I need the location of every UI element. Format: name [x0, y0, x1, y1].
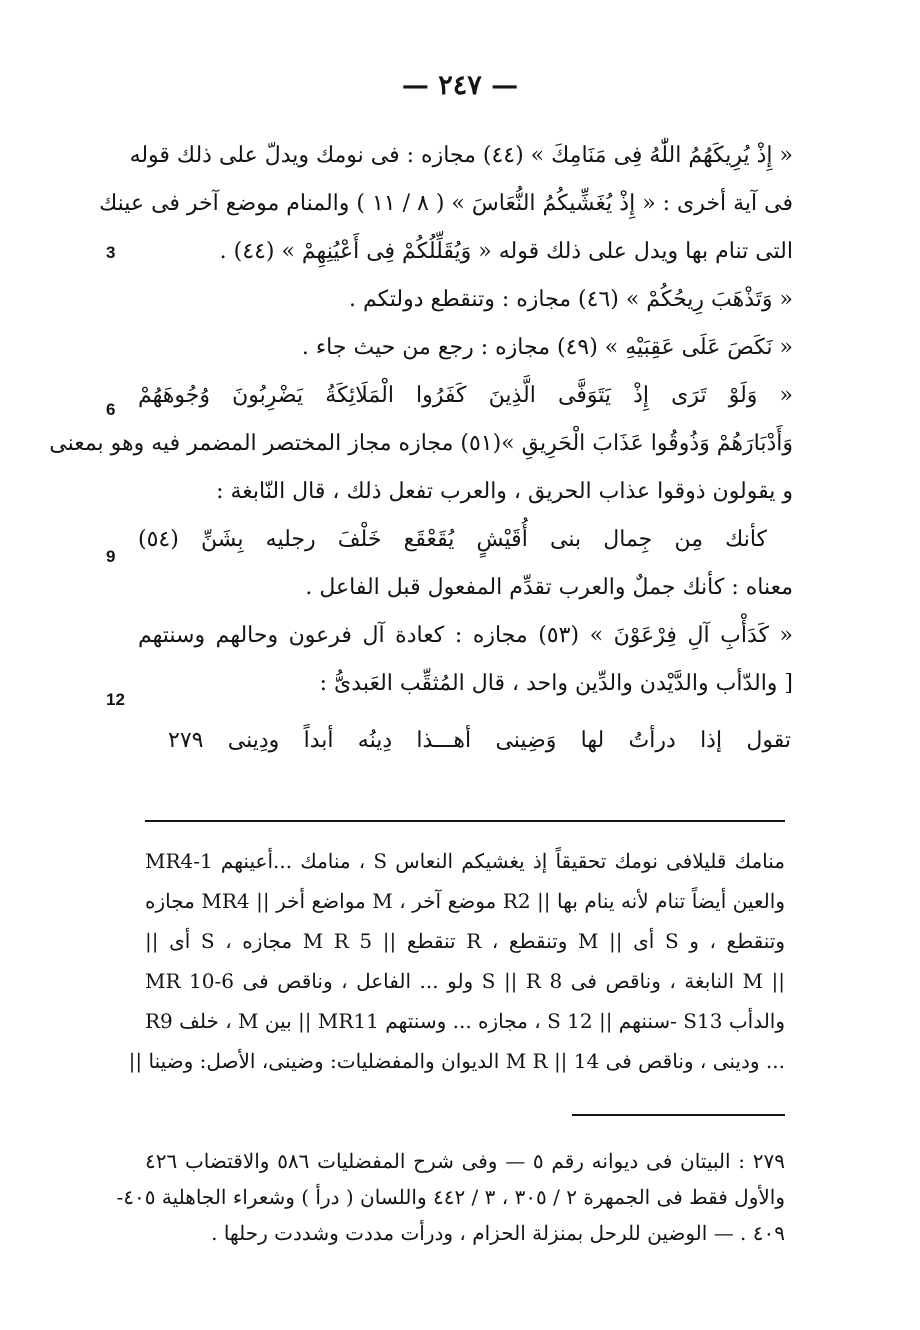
text-line: معناه : كأنك جملٌ والعرب تقدِّم المفعول قبل الفاعل .	[305, 575, 793, 600]
apparatus-line: والعين أيضاً تنام لأنه ينام بها || R2 موضع آخر ، M مواضع أخر || MR4 مجازه	[145, 889, 785, 913]
line-number: 3	[106, 243, 116, 262]
text-line: « إِذْ يُرِيكَهُمُ اللّٰهُ فِى مَنَامِكَ » (٤٤) مجازه : فى نومك ويدلّ على ذلك قوله	[129, 143, 793, 168]
text-line: « نَكَصَ عَلَى عَقِبَيْهِ » (٤٩) مجازه : رجع من حيث جاء .	[301, 335, 793, 360]
text-line: و يقولون ذوقوا عذاب الحريق ، والعرب تفعل ذلك ، قال النّابغة :	[216, 479, 793, 504]
text-line: فى آية أخرى : « إِذْ يُغَشِّيكُمُ النُّعَاسَ » ( ٨ / ١١ ) والمنام موضع آخر فى عينك	[99, 191, 793, 216]
text-line: « كَدَأْبِ آلِ فِرْعَوْنَ » (٥٣) مجازه : كعادة آل فرعون وحالهم وسنتهم	[138, 623, 793, 648]
text-line: « وَلَوْ تَرَى إِذْ يَتَوَفَّى الَّذِينَ كَفَرُوا الْمَلَائِكَةُ يَضْرِبُونَ وُجُوهَهُمْ	[138, 383, 793, 408]
apparatus-line: MR 10-6 ولو ... الفاعل ، وناقص فى S || R 8 النابغة ، وناقص فى M ||	[145, 969, 786, 993]
line-number: 12	[106, 690, 125, 709]
apparatus-divider	[145, 820, 785, 822]
text-line: [ والدّأب والدَّيْدن والدِّين واحد ، قال المُثقِّب العَبدىُّ :	[319, 671, 793, 696]
verse-line: تقول إذا درأتُ لها وَضِينى أهـــذا دِينُه أبداً ودِينى ٢٧٩	[168, 728, 791, 753]
apparatus-line: MR4-1 منامك ...أعينهم ، S منامك قليلافى نومك تحقيقاً إذ يغشيكم النعاس	[145, 849, 785, 873]
apparatus-line: وتنقطع ، و S أى || M وتنقطع ، R تنقطع || M R 5 مجازه ، S أى ||	[145, 929, 785, 953]
text-line: وَأَدْبَارَهُمْ وَذُوقُوا عَذَابَ الْحَرِيقِ »(٥١) مجازه مجاز المختصر المضمر فيه وهو بمعنى	[49, 431, 793, 456]
critical-apparatus	[128, 841, 786, 1081]
footnote-divider	[572, 1114, 785, 1116]
verse-line: كأنك مِن جِمال بنى أُقَيْشٍ يُقَعْقَع خَلْفَ رجليه بِشَنِّ (٥٤)	[138, 527, 767, 552]
apparatus-line: ... ودينى ، وناقص فى M R || 14 الديوان والمفضليات: وضينى، الأصل: وضينا ||	[128, 1049, 785, 1073]
line-number: 9	[106, 547, 116, 566]
text-line: « وَتَذْهَبَ رِيحُكُمْ » (٤٦) مجازه : وتنقطع دولتكم .	[349, 287, 793, 312]
footnote-line: والأول فقط فى الجمهرة ٢ / ٣٠٥ ، ٣ / ٤٤٢ واللسان ( درأ ) وشعراء الجاهلية ٤٠٥-	[116, 1185, 785, 1209]
line-number: 6	[106, 400, 116, 419]
page-number: — ٢٤٧ —	[401, 70, 519, 101]
text-line: التى تنام بها ويدل على ذلك قوله « وَيُقَلِّلُكُمْ فِى أَعْيُنِهِمْ » (٤٤) .	[219, 239, 793, 264]
apparatus-line: R9 خلف ، M بين || MR11 مجازه ... وسنتهم ، S سننهم || 12- S13 والدأب	[145, 1009, 786, 1033]
footnote-line: ٢٧٩ : البيتان فى ديوانه رقم ٥ — وفى شرح المفضليات ٥٨٦ والاقتضاب ٤٢٦	[145, 1149, 785, 1173]
footnote-line: ٤٠٩ . — الوضين للرحل بمنزلة الحزام ، ودرأت مددت وشددت رحلها .	[211, 1221, 785, 1245]
footnotes	[116, 1143, 785, 1251]
